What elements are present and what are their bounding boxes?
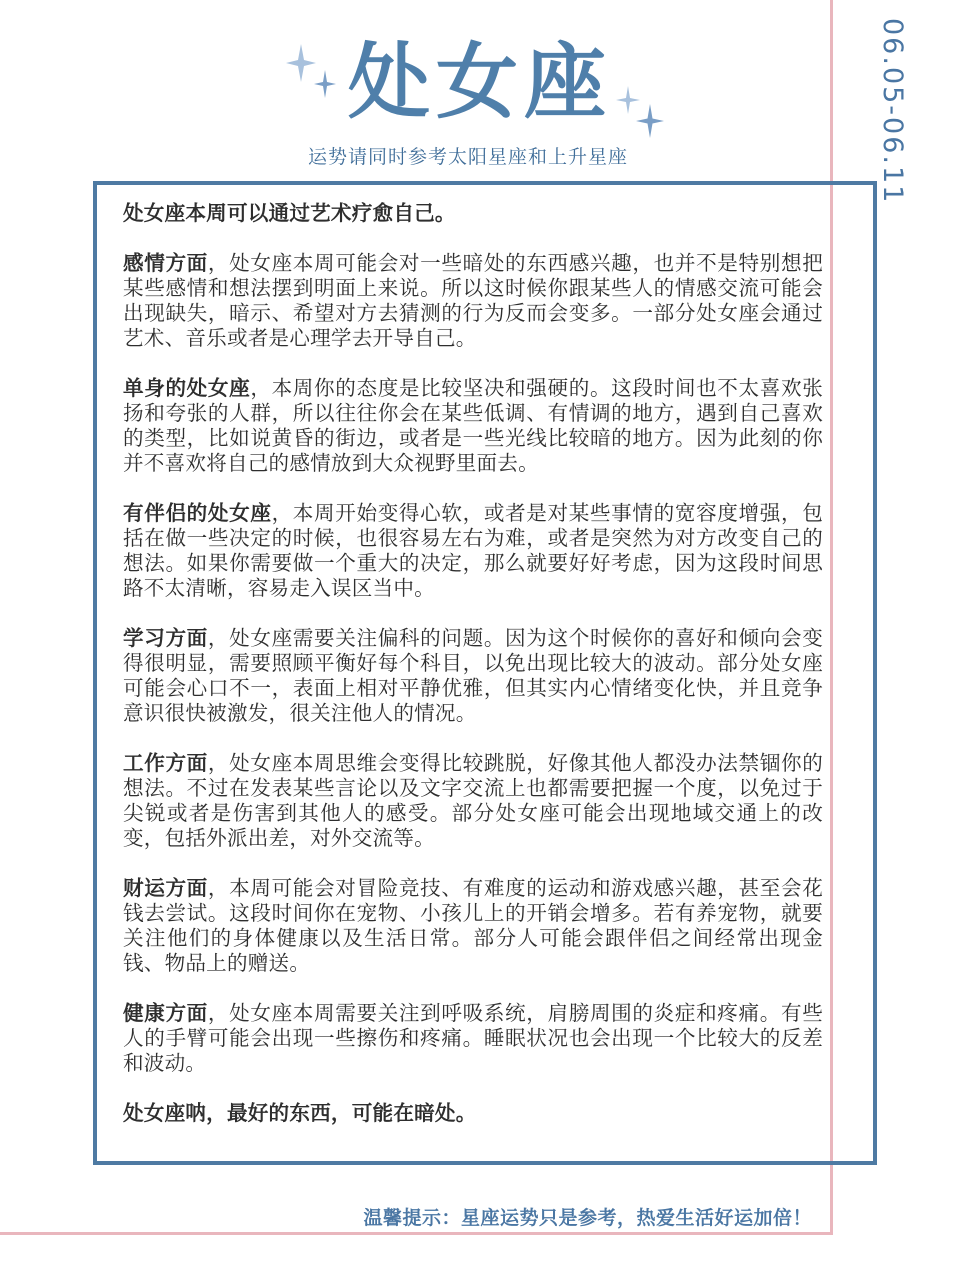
section-body: ，处女座本周思维会变得比较跳脱，好像其他人都没办法禁锢你的想法。不过在发表某些言论以及文字交流上也都需要把握一个度，以免过于尖锐或者是伤害到其他人的感受。部分处女座可能会出现地域交通上的改变，包括外派出差，对外交流等。 bbox=[123, 751, 823, 850]
intro-paragraph: 处女座本周可以通过艺术疗愈自己。 bbox=[123, 201, 456, 225]
footer-tip: 温馨提示：星座运势只是参考，热爱生活好运加倍！ bbox=[363, 1207, 812, 1229]
section-heading: 财运方面 bbox=[123, 876, 208, 900]
section-body: ，本周可能会对冒险竞技、有难度的运动和游戏感兴趣，甚至会花钱去尝试。这段时间你在宠物、小孩儿上的开销会增多。若有养宠物，就要关注他们的身体健康以及生活日常。部分人可能会跟伴侣之间经常出现金钱、物品上的赠送。 bbox=[123, 876, 823, 975]
section-study bbox=[123, 626, 823, 726]
section-single bbox=[123, 376, 823, 476]
horoscope-text bbox=[123, 201, 823, 1151]
horoscope-content-box bbox=[93, 181, 877, 1165]
section-body: ，本周你的态度是比较坚决和强硬的。这段时间也不太喜欢张扬和夸张的人群，所以往往你会在某些低调、有情调的地方，遇到自己喜欢的类型，比如说黄昏的街边，或者是一些光线比较暗的地方。因为此刻的你并不喜欢将自己的感情放到大众视野里面去。 bbox=[123, 376, 823, 475]
section-body: ，处女座需要关注偏科的问题。因为这个时候你的喜好和倾向会变得很明显，需要照顾平衡好每个科目，以免出现比较大的波动。部分处女座可能会心口不一，表面上相对平静优雅，但其实内心情绪变化快，并且竞争意识很快被激发，很关注他人的情况。 bbox=[123, 626, 823, 725]
page-subtitle: 运势请同时参考太阳星座和上升星座 bbox=[307, 146, 628, 168]
section-heading: 单身的处女座 bbox=[123, 376, 251, 400]
section-heading: 工作方面 bbox=[123, 751, 208, 775]
section-love bbox=[123, 251, 823, 351]
section-finance bbox=[123, 876, 823, 976]
date-range: 06.05-06.11 bbox=[877, 18, 908, 205]
section-body: ，处女座本周可能会对一些暗处的东西感兴趣，也并不是特别想把某些感情和想法摆到明面上来说。所以这时候你跟某些人的情感交流可能会出现缺失，暗示、希望对方去猜测的行为反而会变多。一部分处女座会通过艺术、音乐或者是心理学去开导自己。 bbox=[123, 251, 823, 350]
section-heading: 学习方面 bbox=[123, 626, 208, 650]
page-title: 处女座 bbox=[347, 35, 612, 130]
closing-paragraph: 处女座呐，最好的东西，可能在暗处。 bbox=[123, 1101, 477, 1125]
section-body: ，本周开始变得心软，或者是对某些事情的宽容度增强，包括在做一些决定的时候，也很容易左右为难，或者是突然为对方改变自己的想法。如果你需要做一个重大的决定，那么就要好好考虑，因为这段时间思路不太清晰，容易走入误区当中。 bbox=[123, 501, 823, 600]
section-health bbox=[123, 1001, 823, 1076]
section-partnered bbox=[123, 501, 823, 601]
section-heading: 感情方面 bbox=[123, 251, 208, 275]
section-work bbox=[123, 751, 823, 851]
section-heading: 有伴侣的处女座 bbox=[123, 501, 272, 525]
section-body: ，处女座本周需要关注到呼吸系统，肩膀周围的炎症和疼痛。有些人的手臂可能会出现一些擦伤和疼痛。睡眠状况也会出现一个比较大的反差和波动。 bbox=[123, 1001, 823, 1075]
section-heading: 健康方面 bbox=[123, 1001, 208, 1025]
